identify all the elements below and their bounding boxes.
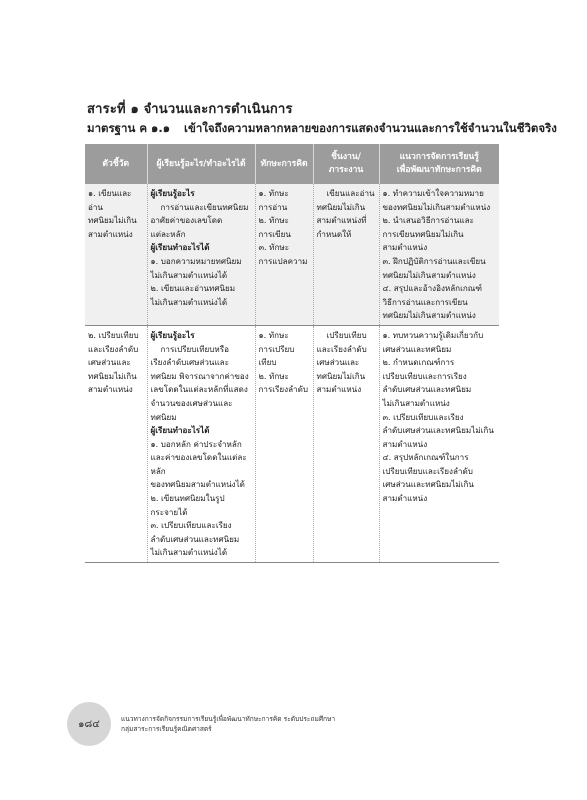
cell-line: ทศนิยมไม่เกิน: [88, 370, 137, 381]
cell-line: ทศนิยมไม่เกิน: [316, 370, 366, 381]
page-number-badge: [67, 702, 111, 746]
cell-indicator: [85, 325, 147, 562]
cell-line: การเขียน: [258, 228, 291, 239]
cell-line: เศษส่วนและ: [316, 357, 360, 368]
cell-line: ๓. ฝึกปฏิบัติการอ่านและเขียน: [382, 255, 486, 266]
cell-line: จำนวนของเศษส่วนและ: [150, 397, 233, 408]
cell-line: และเรียงลำดับ: [88, 343, 139, 354]
cell-line: และค่าของเลขโดดในแต่ละหลัก: [150, 452, 247, 476]
cell-line: ๒. นำเสนอวิธีการอ่านและ: [382, 215, 474, 226]
cell-thinking: [255, 325, 313, 562]
cell-line: สามตำแหน่ง: [88, 384, 133, 395]
standard-code: มาตรฐาน ค ๑.๑: [87, 121, 171, 135]
cell-line: ผู้เรียนรู้อะไร: [150, 188, 195, 198]
table-row: [85, 184, 499, 325]
cell-line: ไม่เกินสามตำแหน่งได้: [150, 547, 228, 558]
cell-line: เศษส่วนและทศนิยม: [382, 343, 452, 354]
cell-line: เปรียบเทียบและการเรียง: [382, 370, 467, 381]
cell-line: เลขโดดในแต่ละหลักที่แสดง: [150, 384, 248, 395]
cell-line: ลำดับเศษส่วนและทศนิยม: [382, 384, 472, 395]
cell-line: สามตำแหน่งที่: [316, 215, 367, 226]
cell-workpiece: [313, 184, 379, 325]
footer-line-2: กลุ่มสาระการเรียนรู้คณิตศาสตร์: [121, 725, 212, 733]
cell-line: ๑. ทบทวนความรู้เดิมเกี่ยวกับ: [382, 329, 484, 340]
cell-line: สามตำแหน่ง: [382, 242, 428, 253]
cell-line: ลำดับเศษส่วนและทศนิยมไม่เกิน: [382, 425, 494, 436]
cell-line: วิธีการอ่านและการเขียน: [382, 296, 468, 307]
cell-line: ๒. กำหนดเกณฑ์การ: [382, 357, 455, 368]
cell-line: ๒. เขียนและอ่านทศนิยม: [150, 283, 236, 294]
cell-guideline: [379, 325, 499, 562]
cell-line: ๑. ทักษะ: [258, 329, 289, 340]
table-row: [85, 325, 499, 562]
cell-line: เปรียบเทียบ: [326, 329, 367, 340]
strand-heading: สาระที่ ๑ จำนวนและการดำเนินการ: [87, 102, 293, 117]
cell-indicator: [85, 184, 147, 325]
cell-line: และเรียงลำดับ: [316, 343, 367, 354]
header-guideline: แนวการจัดการเรียนรู้ เพื่อพัฒนาทักษะการคิด: [379, 144, 499, 184]
cell-line: ทศนิยมไม่เกิน: [316, 201, 366, 212]
cell-line: ผู้เรียนทำอะไรได้: [150, 425, 210, 436]
cell-line: การเขียนทศนิยมไม่เกิน: [382, 228, 464, 239]
cell-line: สามตำแหน่ง: [382, 438, 428, 449]
cell-line: แต่ละหลัก: [150, 228, 186, 239]
cell-line: การเปรียบเทียบ: [258, 343, 295, 368]
cell-line: ๑. บอกความหมายทศนิยม: [150, 255, 242, 266]
cell-line: เศษส่วนและ: [88, 357, 131, 368]
header-workpiece: ชิ้นงาน/ ภาระงาน: [313, 144, 379, 184]
cell-workpiece: [313, 325, 379, 562]
cell-line: ๑. ทักษะ: [258, 188, 289, 198]
cell-line: ไม่เกินสามตำแหน่งได้: [150, 296, 228, 307]
cell-line: ผู้เรียนรู้อะไร: [150, 329, 195, 340]
cell-line: ๓. เปรียบเทียบและเรียง: [382, 411, 464, 422]
cell-line: สามตำแหน่ง: [88, 228, 133, 239]
cell-line: กำหนดให้: [316, 228, 352, 239]
standard-heading: [87, 120, 557, 138]
cell-line: กระจายได้: [150, 506, 188, 517]
cell-line: การเปรียบเทียบหรือ: [160, 343, 229, 354]
header-thinking: ทักษะการคิด: [255, 144, 313, 184]
cell-line: ๑. ทำความเข้าใจความหมาย: [382, 188, 484, 198]
cell-line: ทศนิยม: [150, 411, 177, 422]
cell-learning: [147, 184, 255, 325]
cell-line: การแปลความ: [258, 255, 308, 266]
curriculum-table: [85, 144, 499, 563]
cell-guideline: [379, 184, 499, 325]
cell-line: ๒. ทักษะ: [258, 215, 289, 226]
cell-line: การอ่าน: [258, 201, 288, 212]
cell-line: อาศัยค่าของเลขโดด: [150, 215, 223, 226]
cell-line: ๑. เขียนและอ่าน: [88, 188, 132, 212]
cell-line: ๒. เปรียบเทียบ: [88, 329, 139, 340]
cell-learning: [147, 325, 255, 562]
header-indicator: ตัวชี้วัด: [85, 144, 147, 184]
header-learning: ผู้เรียนรู้อะไร/ทำอะไรได้: [147, 144, 255, 184]
page-number: ๑๘๔: [78, 718, 100, 730]
cell-line: ๒. เขียนทศนิยมในรูป: [150, 493, 225, 504]
footer: [121, 714, 335, 734]
cell-line: เศษส่วนและทศนิยมไม่เกิน: [382, 479, 474, 490]
cell-line: เขียนและอ่าน: [326, 188, 375, 198]
cell-thinking: [255, 184, 313, 325]
cell-line: ๒. ทักษะ: [258, 370, 289, 381]
cell-line: เรียงลำดับเศษส่วนและ: [150, 357, 229, 368]
cell-line: ทศนิยมไม่เกินสามตำแหน่ง: [382, 269, 476, 280]
cell-line: ๔. สรุปและอ้างอิงหลักเกณฑ์: [382, 283, 482, 294]
cell-line: ของทศนิยมไม่เกินสามตำแหน่ง: [382, 201, 491, 212]
cell-line: ของทศนิยมสามตำแหน่งได้: [150, 479, 245, 490]
cell-line: ทศนิยมไม่เกินสามตำแหน่ง: [382, 310, 476, 321]
cell-line: ทศนิยม พิจารณาจากค่าของ: [150, 370, 249, 381]
table-header-row: [85, 144, 499, 184]
cell-line: สามตำแหน่ง: [316, 384, 362, 395]
cell-line: ไม่เกินสามตำแหน่ง: [382, 397, 450, 408]
standard-text: เข้าใจถึงความหลากหลายของการแสดงจำนวนและการใช้จำนวนในชีวิตจริง: [184, 121, 557, 135]
cell-line: ไม่เกินสามตำแหน่งได้: [150, 269, 228, 280]
cell-line: เปรียบเทียบและเรียงลำดับ: [382, 465, 473, 476]
cell-line: ๓. เปรียบเทียบและเรียง: [150, 520, 232, 531]
cell-line: สามตำแหน่ง: [382, 493, 428, 504]
cell-line: การอ่านและเขียนทศนิยม: [160, 201, 249, 212]
footer-line-1: แนวทางการจัดกิจกรรมการเรียนรู้เพื่อพัฒนาทักษะการคิด ระดับประถมศึกษา: [121, 715, 336, 723]
cell-line: ๑. บอกหลัก ค่าประจำหลัก: [150, 438, 242, 449]
cell-line: ๓. ทักษะ: [258, 242, 290, 253]
cell-line: ๔. สรุปหลักเกณฑ์ในการ: [382, 452, 469, 463]
cell-line: ลำดับเศษส่วนและทศนิยม: [150, 533, 240, 544]
cell-line: ผู้เรียนทำอะไรได้: [150, 242, 210, 253]
cell-line: ทศนิยมไม่เกิน: [88, 215, 137, 226]
cell-line: การเรียงลำดับ: [258, 384, 308, 395]
